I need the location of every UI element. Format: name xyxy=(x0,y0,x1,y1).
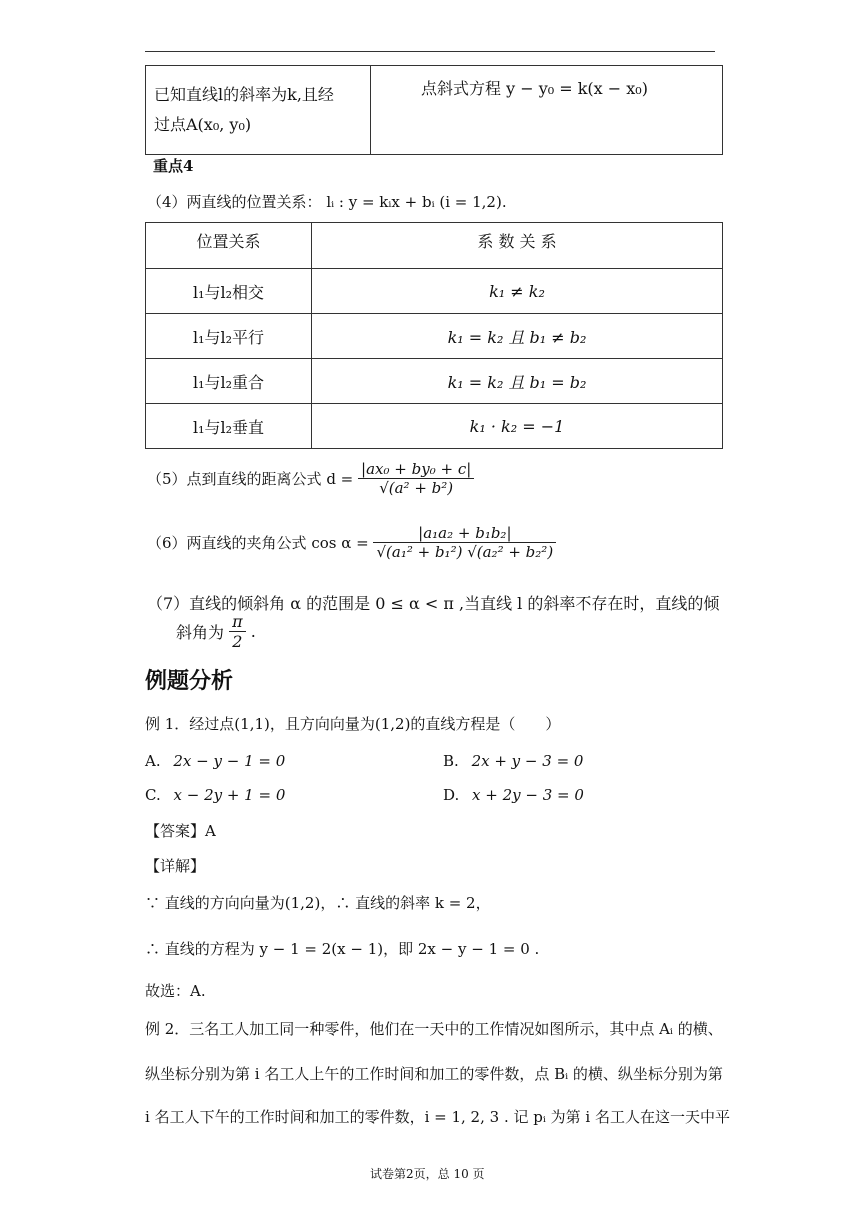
detail-label: 【详解】 xyxy=(145,857,206,875)
pi-over-2 xyxy=(229,612,246,651)
item-4: （4）两直线的位置关系： lᵢ : y = kᵢx + bᵢ (i = 1,2). xyxy=(147,193,507,211)
point-slope-table xyxy=(145,65,723,155)
option-c xyxy=(145,786,285,804)
item-5-label: （5）点到直线的距离公式 d = xyxy=(147,470,354,488)
header-rule xyxy=(145,51,715,52)
option-b xyxy=(443,752,583,770)
option-key: A. xyxy=(145,752,161,770)
example-2-line-1: 例 2．三名工人加工同一种零件，他们在一天中的工作情况如图所示，其中点 Aᵢ 的横、 xyxy=(145,1020,723,1038)
option-key: C. xyxy=(145,786,161,804)
example-1-stem: 例 1．经过点(1,1)，且方向向量为(1,2)的直线方程是（ ） xyxy=(145,715,561,733)
coef-cell: k₁ = k₂ 且 b₁ ≠ b₂ xyxy=(312,314,723,359)
solution-step-1: ∵ 直线的方向向量为(1,2)，∴ 直线的斜率 k = 2， xyxy=(145,894,491,912)
coef-cell: k₁ = k₂ 且 b₁ = b₂ xyxy=(312,359,723,404)
item-7-prefix: 斜角为 xyxy=(176,623,225,642)
pi-denominator: 2 xyxy=(232,632,243,651)
option-key: D. xyxy=(443,786,460,804)
table-row xyxy=(146,269,723,314)
relation-cell: l₁与l₂垂直 xyxy=(146,404,312,449)
item-7-line-1: （7）直线的倾斜角 α 的范围是 0 ≤ α < π ,当直线 l 的斜率不存在时，直线的倾 xyxy=(147,594,720,613)
option-text: 2x − y − 1 = 0 xyxy=(173,752,286,770)
option-a xyxy=(145,752,285,770)
relation-cell: l₁与l₂相交 xyxy=(146,269,312,314)
distance-numerator: |ax₀ + by₀ + c| xyxy=(358,460,474,479)
pi-numerator: π xyxy=(229,612,246,632)
condition-line-2: 过点A(x₀, y₀) xyxy=(154,115,252,134)
header-coef: 系 数 关 系 xyxy=(312,223,723,269)
condition-line-1: 已知直线l的斜率为k,且经 xyxy=(154,85,334,104)
item-7-suffix: . xyxy=(250,622,256,641)
coef-cell: k₁ ≠ k₂ xyxy=(312,269,723,314)
option-text: x − 2y + 1 = 0 xyxy=(173,786,286,804)
table-row xyxy=(146,359,723,404)
table-row xyxy=(146,404,723,449)
solution-choice: 故选：A. xyxy=(145,982,206,1000)
section-title: 例题分析 xyxy=(145,669,234,694)
item-5 xyxy=(147,460,474,497)
item-6-label: （6）两直线的夹角公式 cos α = xyxy=(147,534,369,552)
answer: 【答案】A xyxy=(145,822,216,840)
angle-fraction xyxy=(373,524,556,561)
header-relation: 位置关系 xyxy=(146,223,312,269)
point-slope-condition xyxy=(146,66,371,155)
distance-fraction xyxy=(358,460,474,497)
angle-denominator: √(a₁² + b₁²) √(a₂² + b₂²) xyxy=(376,543,554,561)
example-2-line-2: 纵坐标分别为第 i 名工人上午的工作时间和加工的零件数，点 Bᵢ 的横、纵坐标分别为第 xyxy=(145,1065,723,1083)
option-key: B. xyxy=(443,752,459,770)
relation-cell: l₁与l₂重合 xyxy=(146,359,312,404)
item-7-line-2 xyxy=(176,612,256,651)
example-2-line-3: i 名工人下午的工作时间和加工的零件数，i = 1, 2, 3 . 记 pᵢ 为第 i 名工人在这一天中平 xyxy=(145,1108,730,1126)
coef-cell: k₁ · k₂ = −1 xyxy=(312,404,723,449)
table-row xyxy=(146,314,723,359)
point-slope-formula: 点斜式方程 y − y₀ = k(x − x₀) xyxy=(371,66,723,155)
distance-denominator: √(a² + b²) xyxy=(379,479,454,497)
angle-numerator: |a₁a₂ + b₁b₂| xyxy=(373,524,556,543)
solution-step-2: ∴ 直线的方程为 y − 1 = 2(x − 1)，即 2x − y − 1 = 0 . xyxy=(145,940,540,958)
option-text: 2x + y − 3 = 0 xyxy=(471,752,584,770)
item-6 xyxy=(147,524,556,561)
relation-table xyxy=(145,222,723,449)
key-point-label: 重点4 xyxy=(153,157,194,175)
option-text: x + 2y − 3 = 0 xyxy=(472,786,584,804)
relation-cell: l₁与l₂平行 xyxy=(146,314,312,359)
page-footer: 试卷第2页，总 10 页 xyxy=(370,1167,485,1181)
option-d xyxy=(443,786,584,804)
